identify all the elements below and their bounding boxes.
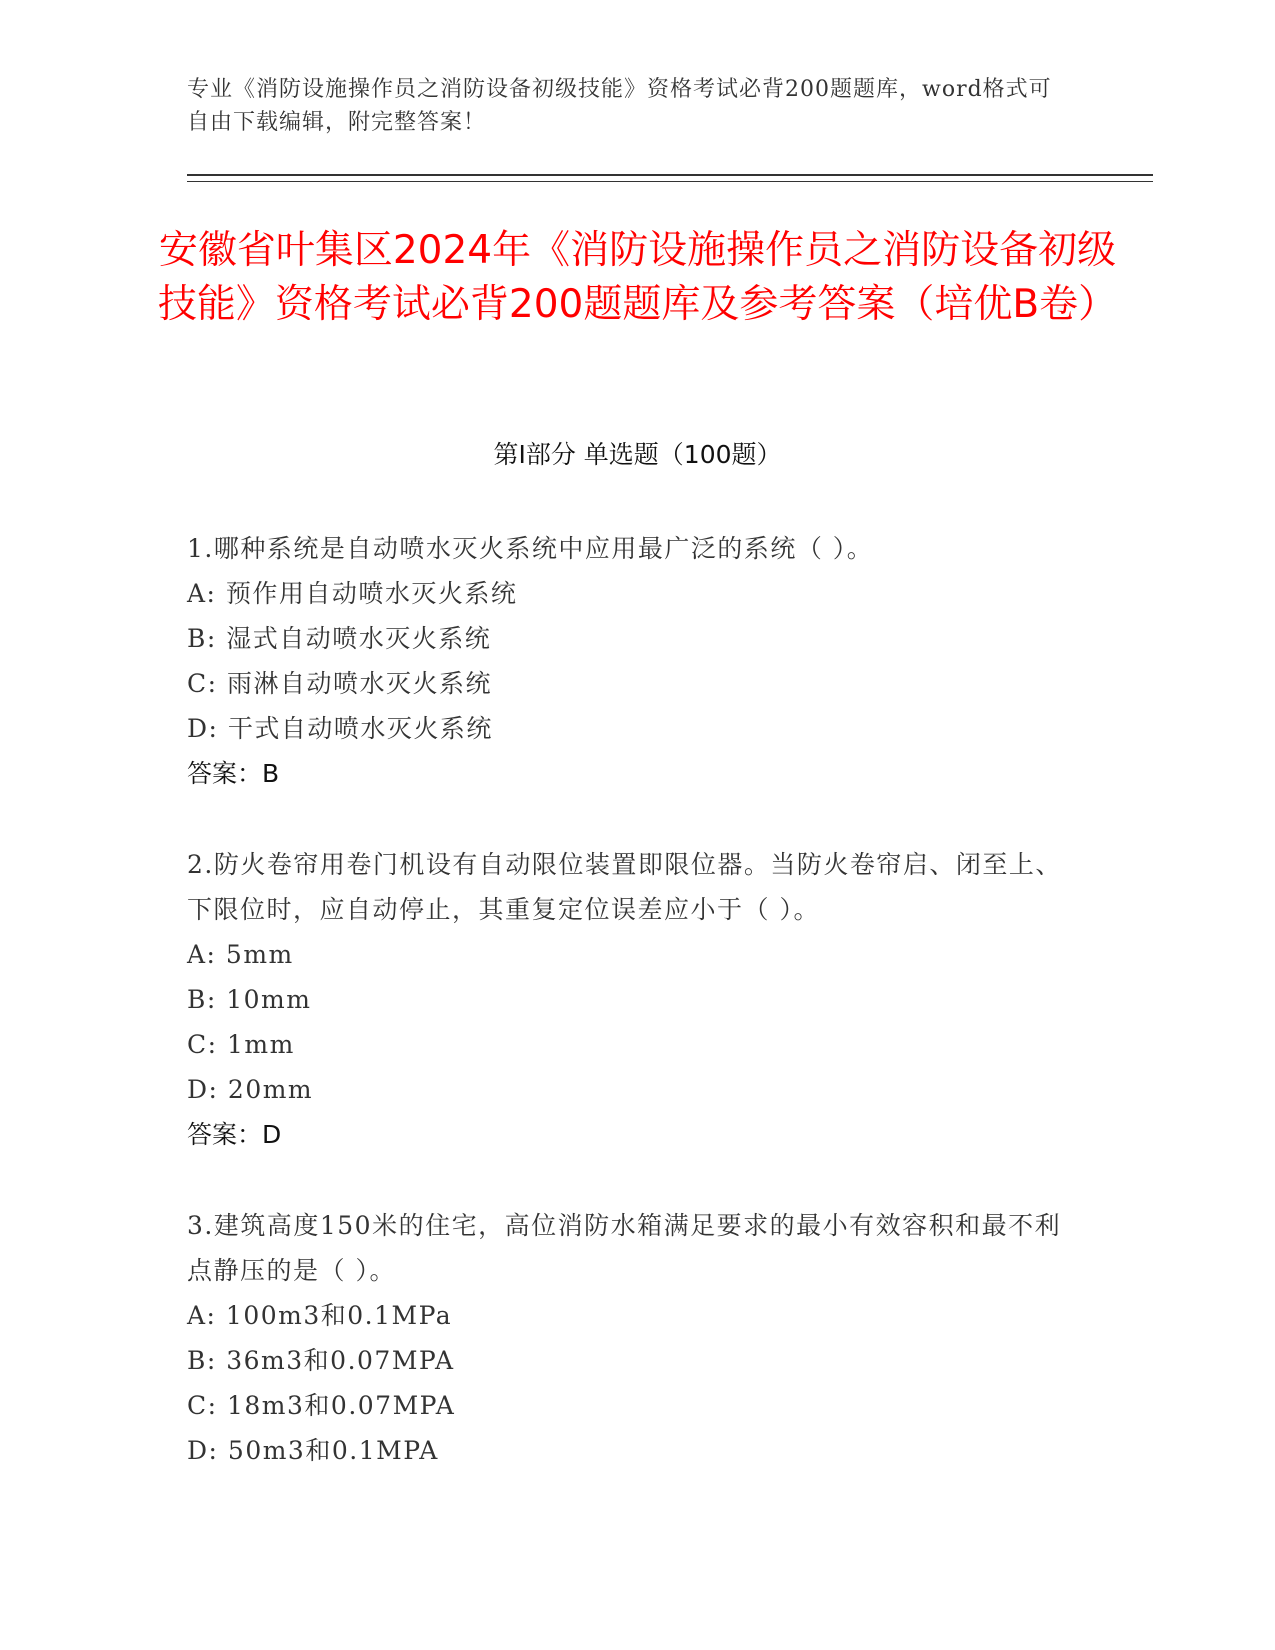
question-3 (187, 1203, 1067, 1473)
option-a: A: 5mm (187, 940, 294, 969)
answer-line: 答案：B (187, 759, 280, 788)
option-c: C: 雨淋自动喷水灭火系统 (187, 669, 492, 698)
option-b: B: 湿式自动喷水灭火系统 (187, 624, 492, 653)
question-list (187, 526, 1067, 1519)
option-b: B: 36m3和0.07MPA (187, 1346, 455, 1375)
answer-line: 答案：D (187, 1120, 282, 1149)
document-title: 安徽省叶集区2024年《消防设施操作员之消防设备初级技能》资格考试必背200题题库及参考答案（培优B卷） (157, 228, 1118, 327)
section-title: 第I部分 单选题（100题） (493, 440, 782, 469)
question-stem: 3.建筑高度150米的住宅，高位消防水箱满足要求的最小有效容积和最不利点静压的是（ ）。 (187, 1211, 1062, 1285)
question-stem: 2.防火卷帘用卷门机设有自动限位装置即限位器。当防火卷帘启、闭至上、下限位时，应自动停止，其重复定位误差应小于（ ）。 (187, 850, 1062, 924)
header-divider-thick (187, 174, 1153, 176)
question-stem: 1.哪种系统是自动喷水灭火系统中应用最广泛的系统（ ）。 (187, 534, 874, 563)
option-d: D: 20mm (187, 1075, 314, 1104)
option-b: B: 10mm (187, 985, 312, 1014)
option-d: D: 50m3和0.1MPA (187, 1436, 439, 1465)
question-2 (187, 842, 1067, 1157)
header-note: 专业《消防设施操作员之消防设备初级技能》资格考试必背200题题库，word格式可自由下载编辑，附完整答案！ (187, 77, 1052, 135)
option-a: A: 100m3和0.1MPa (187, 1301, 453, 1330)
header-divider-thin (187, 181, 1153, 182)
option-c: C: 18m3和0.07MPA (187, 1391, 456, 1420)
option-d: D: 干式自动喷水灭火系统 (187, 714, 493, 743)
question-1 (187, 526, 1067, 796)
option-c: C: 1mm (187, 1030, 295, 1059)
option-a: A: 预作用自动喷水灭火系统 (187, 579, 518, 608)
